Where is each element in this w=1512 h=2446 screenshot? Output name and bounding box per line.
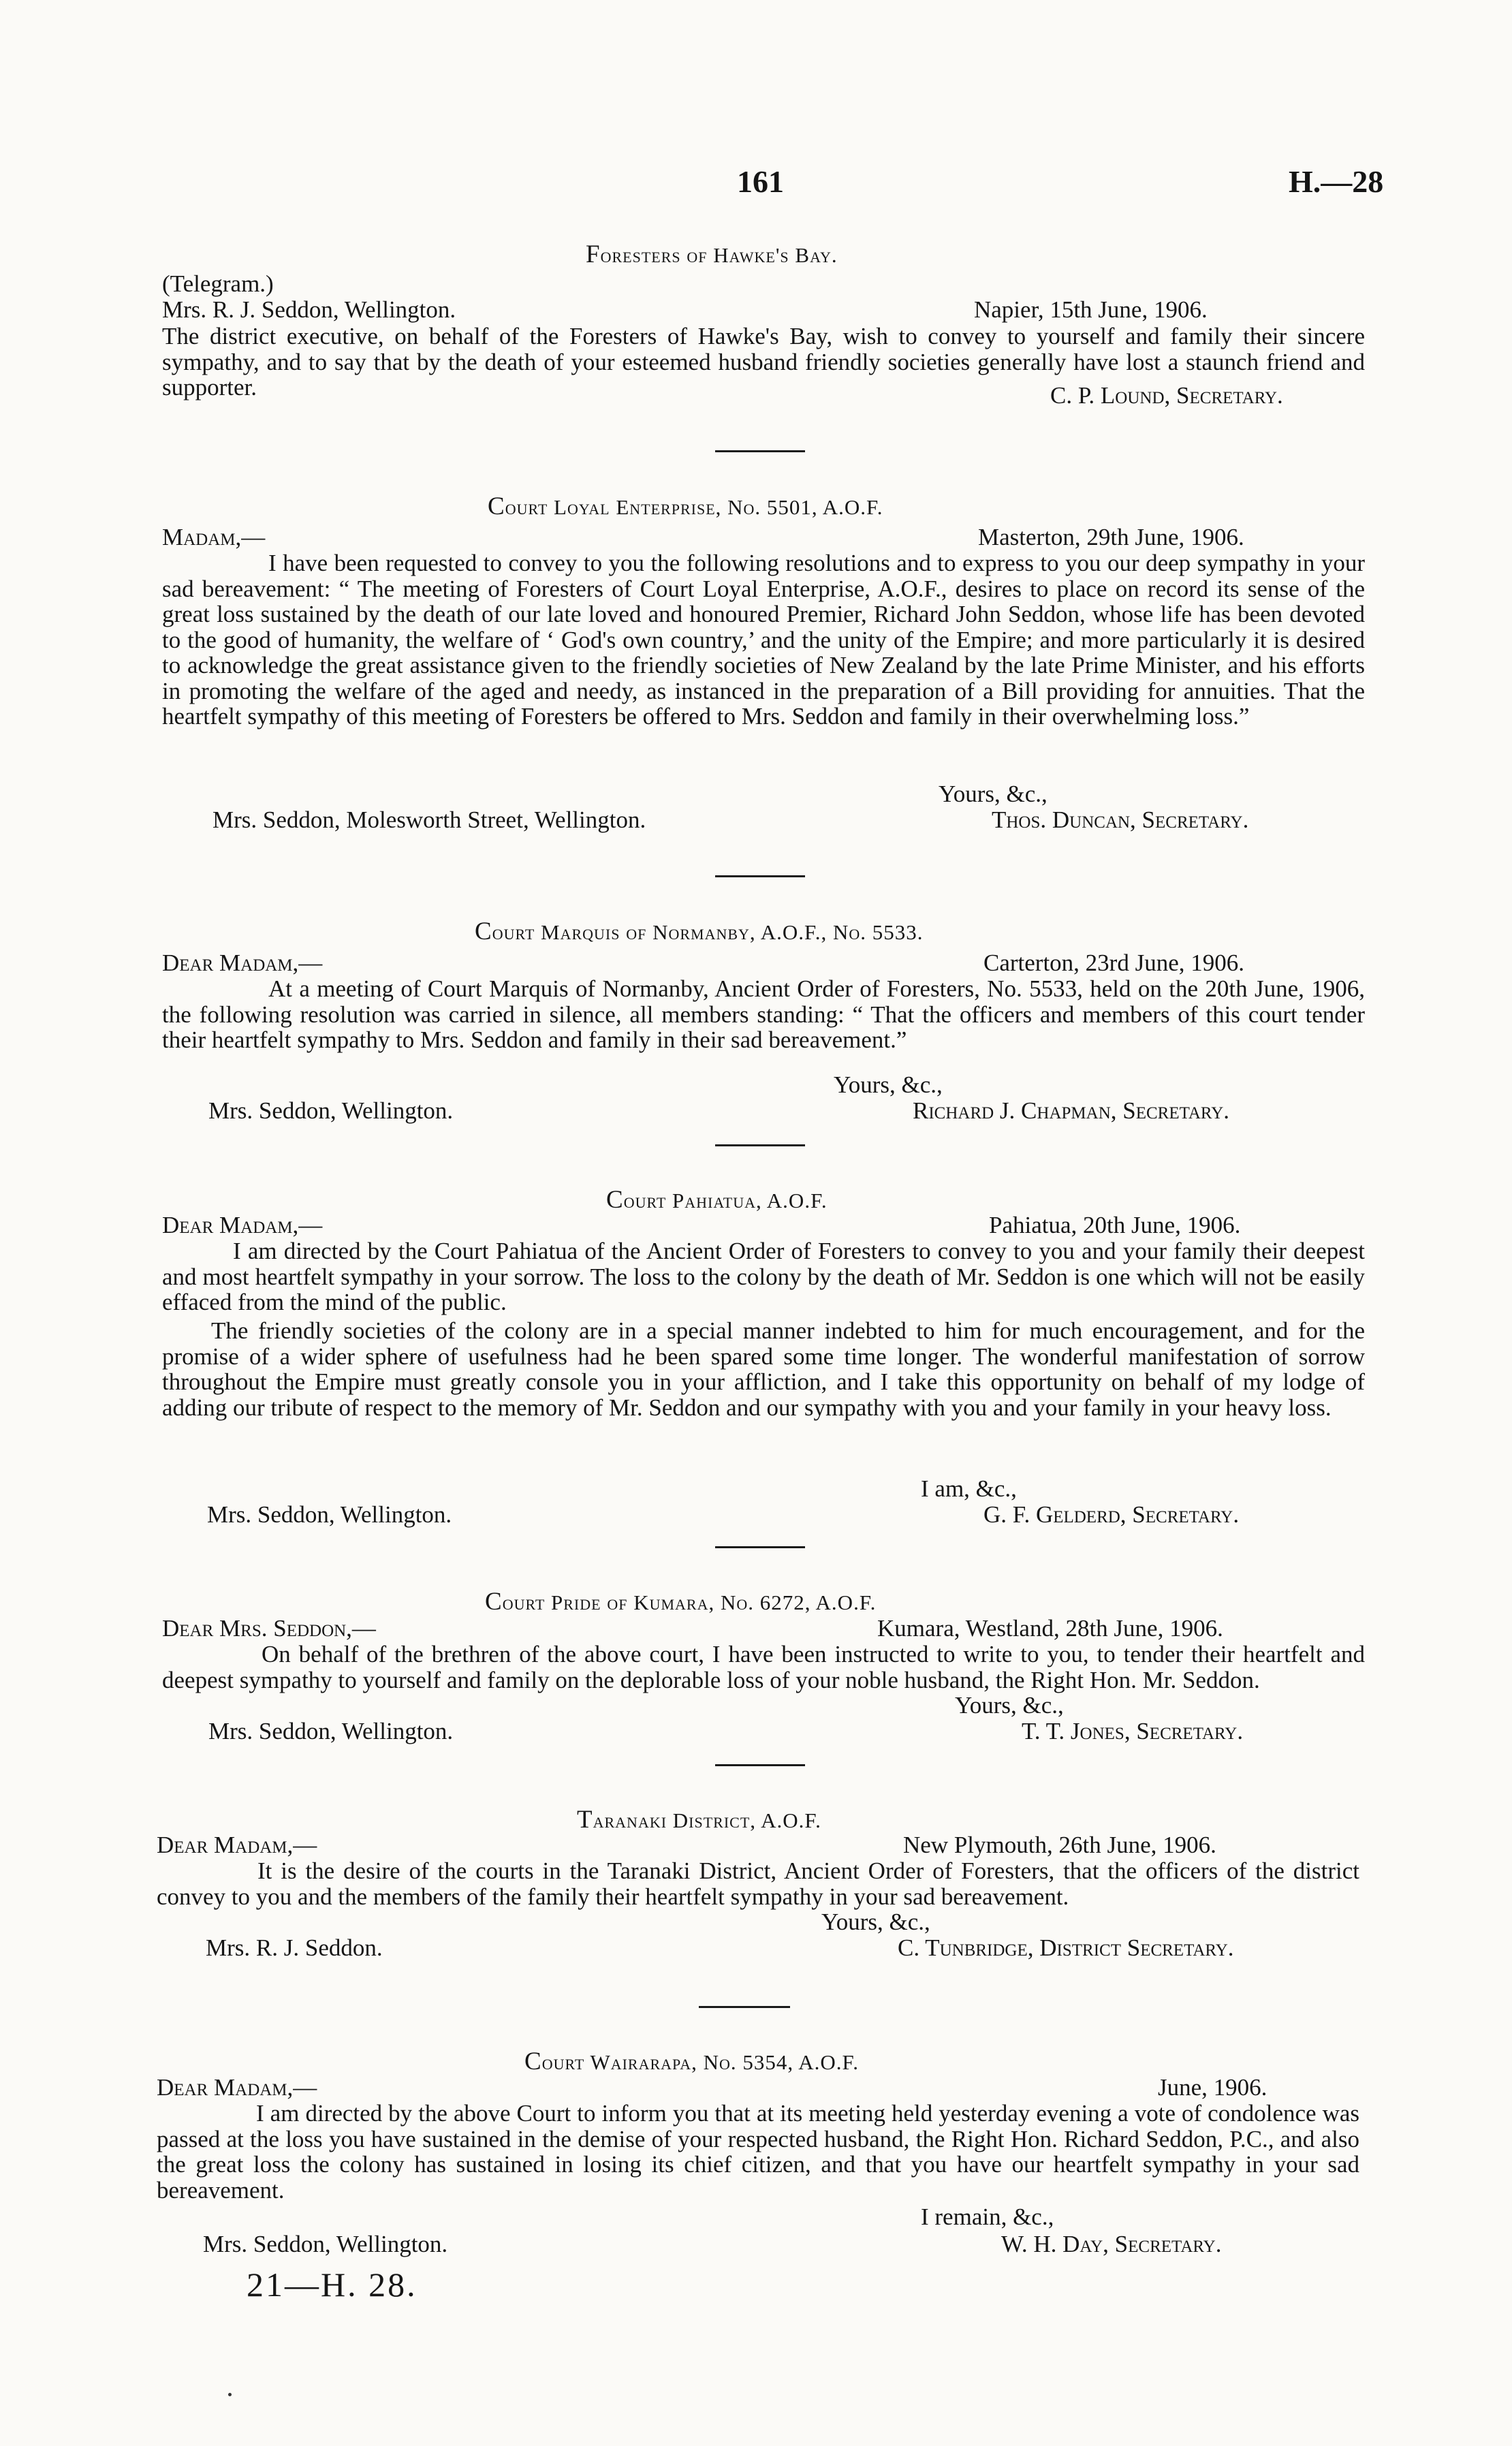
letter-signature: C. P. Lound, Secretary. — [1050, 382, 1283, 409]
letter-heading: Court Loyal Enterprise, No. 5501, A.O.F. — [488, 492, 883, 520]
letter-body-paragraph: I am directed by the above Court to inform you that at its meeting held yesterday evening a vote of condolence was passed at the loss you have sustained in the demise of your respected husband, the Right Hon. Richard Seddon, P.C., and also the great loss the colony has sustained in losing its chief citizen, and that you have our heartfelt sympathy in your sad bereavement. — [157, 2100, 1359, 2204]
letter-place-date: Pahiatua, 20th June, 1906. — [989, 1212, 1241, 1238]
letter-signature: W. H. Day, Secretary. — [1001, 2231, 1222, 2257]
letter-salutation: Madam,— — [162, 524, 266, 550]
letter-addressee: Mrs. Seddon, Wellington. — [207, 1501, 452, 1528]
letter-salutation: Dear Mrs. Seddon,— — [162, 1615, 376, 1642]
letter-place-date: New Plymouth, 26th June, 1906. — [903, 1832, 1216, 1858]
letter-signature: T. T. Jones, Secretary. — [1022, 1718, 1244, 1744]
footer-reference: 21—H. 28. — [247, 2265, 418, 2304]
letter-note: (Telegram.) — [162, 270, 274, 297]
separator-rule — [715, 875, 805, 877]
letter-body-paragraph: It is the desire of the courts in the Taranaki District, Ancient Order of Foresters, that the officers of the district convey to you and the members of the family their heartfelt sympathy in your sad bereavement. — [157, 1857, 1359, 1910]
letter-place-date: Carterton, 23rd June, 1906. — [983, 950, 1244, 976]
letter-addressee: Mrs. Seddon, Wellington. — [208, 1718, 454, 1744]
letter-body-paragraph: I have been requested to convey to you the following resolutions and to express to you our deep sympathy in your sad bereavement: “ The meeting of Foresters of Court Loyal Enterprise, A.O.F., desires to place on record its sense of the great loss sustained by the death of our late loved and honoured Premier, Richard John Seddon, whose life has been devoted to the good of humanity, the welfare of ‘ God's own country,’ and the unity of the Empire; and more particularly it is desired to acknowledge the great assistance given to the friendly societies of New Zealand by the late Prime Minister, and his efforts in promoting the welfare of the aged and needy, as instanced in the preparation of a Bill providing for annuities. That the heartfelt sympathy of this meeting of Foresters be offered to Mrs. Seddon and family in their overwhelming loss.” — [162, 550, 1365, 730]
letter-signature: Richard J. Chapman, Secretary. — [913, 1097, 1230, 1124]
letter-salutation: Dear Madam,— — [162, 950, 323, 976]
letter-salutation: Dear Madam,— — [162, 1212, 323, 1238]
letter-addressee: Mrs. R. J. Seddon, Wellington. — [162, 296, 456, 323]
letter-body-paragraph: I am directed by the Court Pahiatua of the Ancient Order of Foresters to convey to you and your family their deepest and most heartfelt sympathy in your sorrow. The loss to the colony by the death of Mr. Seddon is one which will not be easily effaced from the mind of the public. — [162, 1238, 1365, 1315]
page-number: 161 — [737, 164, 784, 199]
letter-heading: Court Marquis of Normanby, A.O.F., No. 5533. — [475, 918, 924, 945]
letter-heading: Taranaki District, A.O.F. — [577, 1806, 821, 1834]
separator-rule — [699, 2006, 790, 2008]
page-reference: H.—28 — [1289, 164, 1384, 199]
letter-closing: Yours, &c., — [834, 1071, 943, 1098]
letter-signature: C. Tunbridge, District Secretary. — [898, 1934, 1234, 1961]
letter-closing: I am, &c., — [921, 1475, 1017, 1502]
letter-body-paragraph: The friendly societies of the colony are in a special manner indebted to him for much encouragement, and for the promise of a wider sphere of usefulness had he been spared some time longer. The wonderful manifestation of sorrow throughout the Empire must greatly console you in your affliction, and I take this opportunity on behalf of my lodge of adding our tribute of respect to the memory of Mr. Seddon and our sympathy with you and your family in your heavy loss. — [162, 1317, 1365, 1421]
letter-addressee: Mrs. Seddon, Wellington. — [203, 2231, 448, 2257]
letter-heading: Court Wairarapa, No. 5354, A.O.F. — [524, 2048, 859, 2075]
separator-rule — [715, 450, 805, 452]
letter-place-date: Napier, 15th June, 1906. — [974, 296, 1208, 323]
letter-closing: Yours, &c., — [821, 1909, 930, 1935]
letter-body-paragraph: At a meeting of Court Marquis of Normanby, Ancient Order of Foresters, No. 5533, held on the 20th June, 1906, the following resolution was carried in silence, all members standing: “ That the officers and members of this court tender their heartfelt sympathy to Mrs. Seddon and family in their sad bereavement.” — [162, 975, 1365, 1053]
print-speck — [228, 2393, 232, 2396]
separator-rule — [715, 1144, 805, 1146]
letter-closing: I remain, &c., — [921, 2204, 1054, 2230]
letter-place-date: Masterton, 29th June, 1906. — [978, 524, 1244, 550]
letter-heading: Court Pride of Kumara, No. 6272, A.O.F. — [485, 1588, 877, 1616]
letter-heading: Foresters of Hawke's Bay. — [586, 240, 838, 268]
letter-closing: Yours, &c., — [955, 1692, 1064, 1719]
letter-heading: Court Pahiatua, A.O.F. — [606, 1186, 828, 1214]
letter-body-paragraph: On behalf of the brethren of the above court, I have been instructed to write to you, to tender their heartfelt and deepest sympathy to yourself and family on the deplorable loss of your noble husband, the Right Hon. Mr. Seddon. — [162, 1641, 1365, 1693]
letter-closing: Yours, &c., — [939, 781, 1048, 807]
letter-addressee: Mrs. Seddon, Wellington. — [208, 1097, 454, 1124]
letter-addressee: Mrs. R. J. Seddon. — [206, 1934, 383, 1961]
separator-rule — [715, 1764, 805, 1766]
letter-signature: G. F. Gelderd, Secretary. — [983, 1501, 1240, 1528]
letter-place-date: June, 1906. — [1158, 2074, 1267, 2101]
letter-body-paragraph: The district executive, on behalf of the Foresters of Hawke's Bay, wish to convey to yourself and family their sincere sympathy, and to say that by the death of your esteemed husband friendly societies generally have lost a staunch friend and supporter. — [162, 323, 1365, 401]
letter-place-date: Kumara, Westland, 28th June, 1906. — [877, 1615, 1223, 1642]
separator-rule — [715, 1546, 805, 1548]
letter-salutation: Dear Madam,— — [157, 2074, 317, 2101]
letter-addressee: Mrs. Seddon, Molesworth Street, Wellington. — [212, 806, 646, 833]
letter-salutation: Dear Madam,— — [157, 1832, 317, 1858]
letter-signature: Thos. Duncan, Secretary. — [992, 806, 1249, 833]
